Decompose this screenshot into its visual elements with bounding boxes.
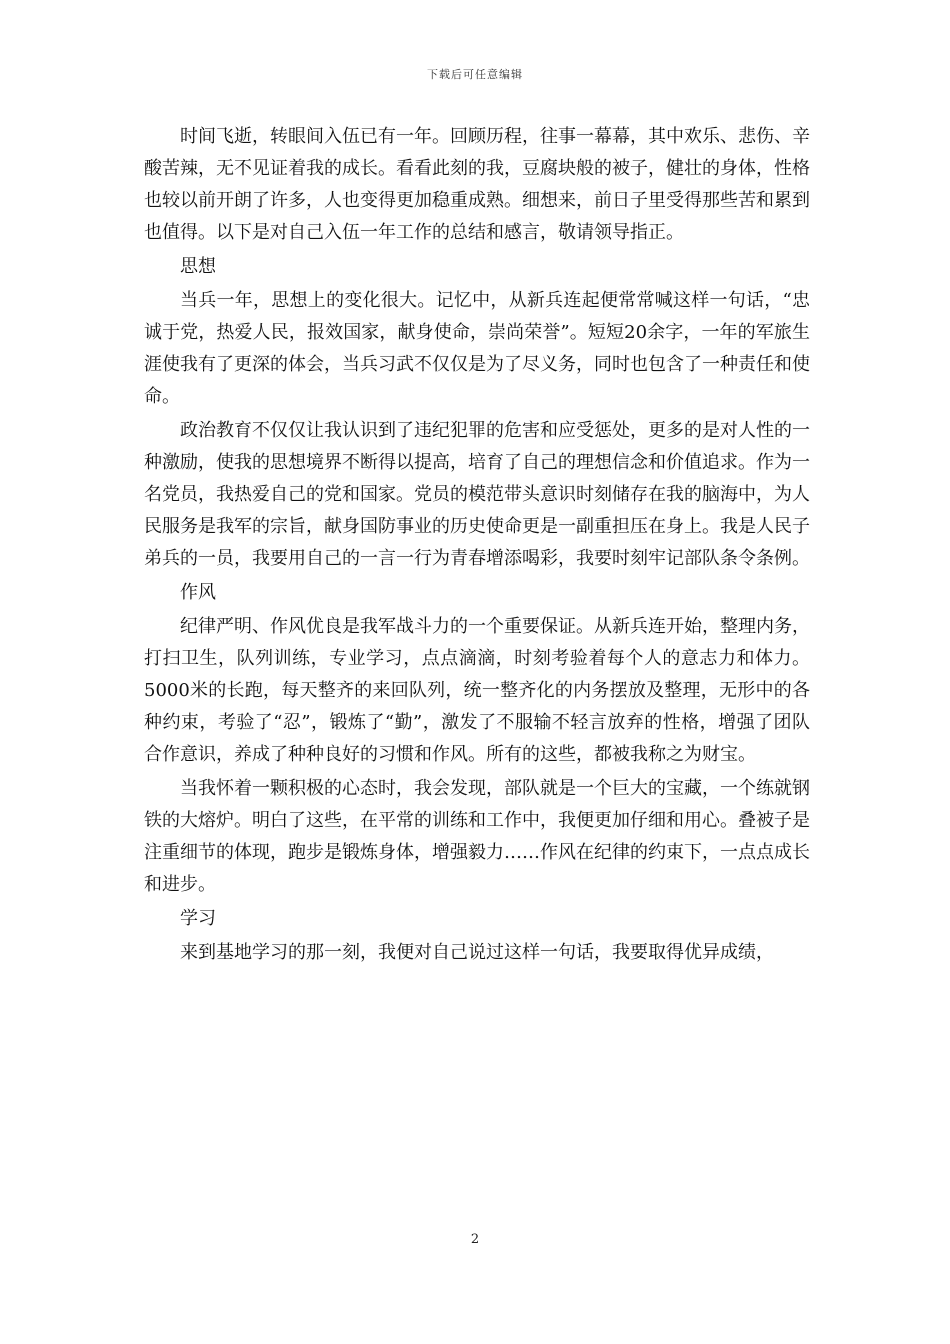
page-header-note: 下载后可任意编辑	[427, 68, 523, 81]
paragraph-thought-2: 政治教育不仅仅让我认识到了违纪犯罪的危害和应受惩处，更多的是对人性的一种激励，使我的思想境界不断得以提高，培育了自己的理想信念和价值追求。作为一名党员，我热爱自己的党和国家。党员的模范带头意识时刻储存在我的脑海中，为人民服务是我军的宗旨，献身国防事业的历史使命更是一副重担压在身上。我是人民子弟兵的一员，我要用自己的一言一行为青春增添喝彩，我要时刻牢记部队条令条例。	[144, 420, 810, 569]
paragraph-intro: 时间飞逝，转眼间入伍已有一年。回顾历程，往事一幕幕，其中欢乐、悲伤、辛酸苦辣，无不见证着我的成长。看看此刻的我，豆腐块般的被子，健壮的身体，性格也较以前开朗了许多，人也变得更加稳重成熟。细想来，前日子里受得那些苦和累到也值得。以下是对自己入伍一年工作的总结和感言，敬请领导指正。	[144, 126, 810, 243]
paragraph-study-1: 来到基地学习的那一刻，我便对自己说过这样一句话，我要取得优异成绩，	[180, 942, 774, 963]
document-body	[144, 121, 810, 969]
paragraph-thought-1: 当兵一年，思想上的变化很大。记忆中，从新兵连起便常常喊这样一句话，“忠诚于党，热爱人民，报效国家，献身使命，崇尚荣誉”。短短20余字，一年的军旅生涯使我有了更深的体会，当兵习武不仅仅是为了尽义务，同时也包含了一种责任和使命。	[144, 290, 810, 407]
page-number: 2	[470, 1232, 480, 1247]
section-heading-study: 学习	[180, 908, 216, 929]
paragraph-style-2: 当我怀着一颗积极的心态时，我会发现，部队就是一个巨大的宝藏，一个练就钢铁的大熔炉。明白了这些，在平常的训练和工作中，我便更加仔细和用心。叠被子是注重细节的体现，跑步是锻炼身体，增强毅力……作风在纪律的约束下，一点点成长和进步。	[144, 778, 810, 895]
section-heading-thought: 思想	[180, 256, 216, 277]
section-heading-style: 作风	[180, 582, 216, 603]
paragraph-style-1: 纪律严明、作风优良是我军战斗力的一个重要保证。从新兵连开始，整理内务，打扫卫生，队列训练，专业学习，点点滴滴，时刻考验着每个人的意志力和体力。5000米的长跑，每天整齐的来回队列，统一整齐化的内务摆放及整理，无形中的各种约束，考验了“忍”，锻炼了“勤”，激发了不服输不轻言放弃的性格，增强了团队合作意识，养成了种种良好的习惯和作风。所有的这些，都被我称之为财宝。	[144, 616, 810, 765]
